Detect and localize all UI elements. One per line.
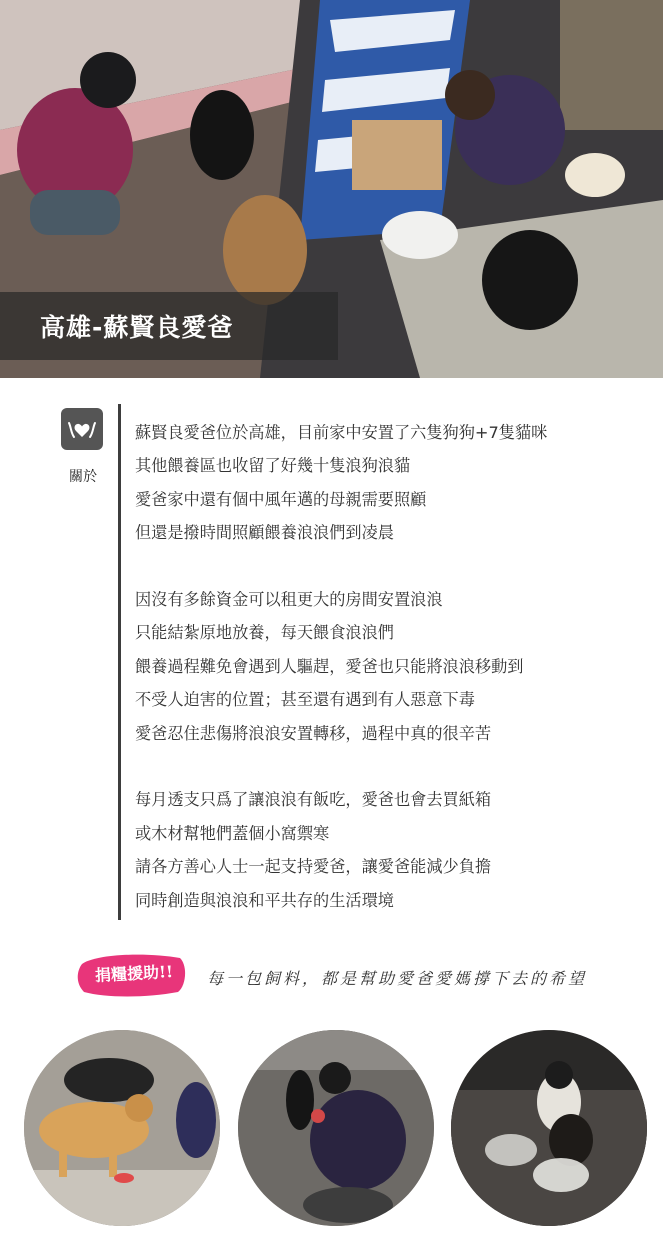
cats-eating-photo (451, 1030, 647, 1226)
about-line: 因沒有多餘資金可以租更大的房間安置浪浪 (135, 590, 443, 610)
about-line: 不受人迫害的位置；甚至還有遇到有人惡意下毒 (135, 690, 475, 710)
donate-slogan: 每一包飼料，都是幫助愛爸愛媽撐下去的希望 (207, 969, 588, 988)
about-paragraph (135, 416, 655, 550)
dog-feeding-photo (24, 1030, 220, 1226)
about-text (135, 416, 655, 917)
about-line: 蘇賢良愛爸位於高雄，目前家中安置了六隻狗狗+7隻貓咪 (135, 423, 548, 442)
about-line: 但還是撥時間照顧餵養浪浪們到凌晨 (135, 523, 394, 543)
about-line: 或木材幫牠們蓋個小窩禦寒 (135, 823, 330, 843)
about-line: 每月透支只爲了讓浪浪有飯吃，愛爸也會去買紙箱 (135, 790, 492, 810)
donate-button-label[interactable]: 捐糧援助!! (94, 961, 174, 986)
paragraph-gap (135, 550, 655, 583)
about-paragraph (135, 583, 655, 750)
heart-paws-icon (61, 408, 103, 450)
about-line: 愛爸忍住悲傷將浪浪安置轉移，過程中真的很辛苦 (135, 723, 492, 743)
about-line: 請各方善心人士一起支持愛爸，讓愛爸能減少負擔 (135, 857, 492, 877)
about-divider (118, 404, 121, 920)
about-line: 只能結紮原地放養，每天餵食浪浪們 (135, 623, 394, 643)
about-label: 關於 (69, 469, 97, 485)
about-line: 其他餵養區也收留了好幾十隻浪狗浪貓 (135, 456, 411, 476)
about-paragraph (135, 783, 655, 917)
hero-image (0, 0, 663, 378)
page-title: 高雄-蘇賢良愛爸 (40, 313, 234, 342)
man-feeding-dog-photo (238, 1030, 434, 1226)
about-line: 同時創造與浪浪和平共存的生活環境 (135, 890, 394, 910)
about-line: 愛爸家中還有個中風年邁的母親需要照顧 (135, 489, 427, 509)
about-line: 餵養過程難免會遇到人驅趕，愛爸也只能將浪浪移動到 (135, 656, 524, 676)
paragraph-gap (135, 750, 655, 783)
